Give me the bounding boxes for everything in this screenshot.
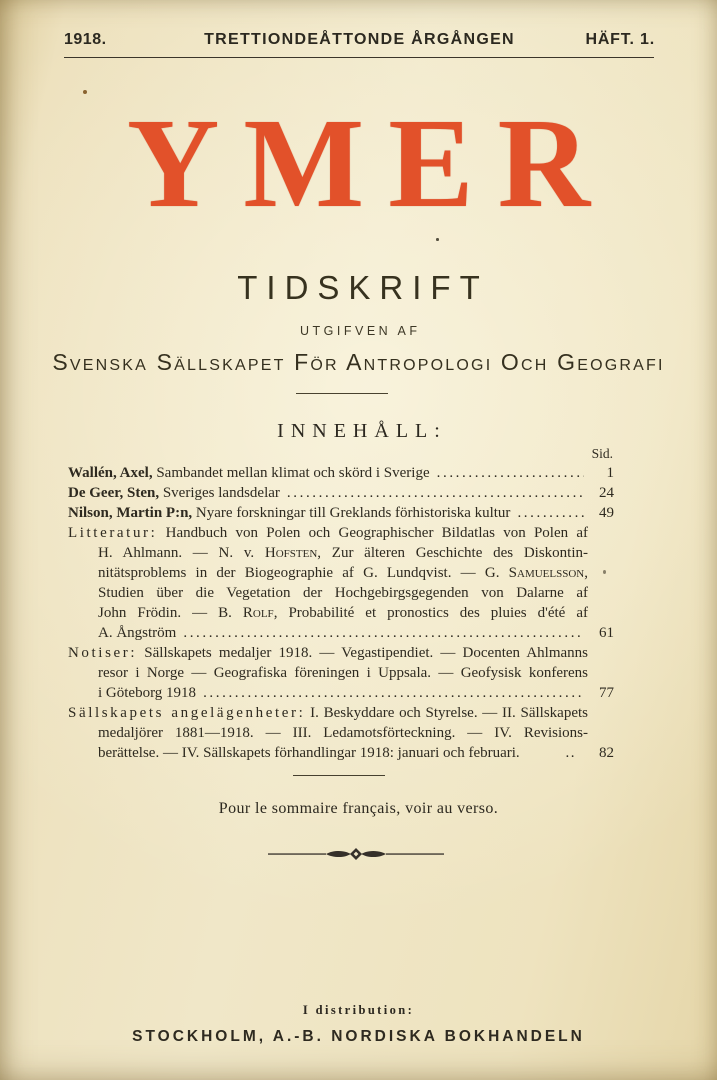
toc-text [68, 463, 430, 483]
paper-speck [436, 238, 439, 241]
toc-segment: Nilson, Martin P:n, [68, 505, 193, 522]
toc-line [68, 643, 614, 663]
volume-label: TRETTIONDEÅTTONDE ÅRGÅNGEN [204, 31, 515, 48]
toc-entries [68, 463, 614, 763]
toc-segment: Notiser: [68, 645, 138, 662]
toc-segment: Nyare forskningar till Greklands förhistoriska kultur [192, 505, 511, 522]
toc-page-number: 82 [599, 745, 614, 762]
toc-segment: nitätsproblems in der Biogeographie af G. Lundqvist. — G. [98, 565, 509, 582]
toc-page-number: 24 [599, 485, 614, 502]
toc-page-number: 77 [599, 685, 614, 702]
toc-leader-dots [517, 503, 584, 523]
toc-segment: I. Beskyddare och Styrelse. — II. Sällskapets [305, 705, 588, 722]
toc-text [68, 503, 510, 523]
toc-line [68, 723, 614, 743]
toc-line [68, 683, 614, 703]
toc-leader-dots [203, 683, 584, 703]
toc-page-number: 1 [606, 465, 614, 482]
toc-text [98, 723, 588, 743]
toc-line [68, 463, 614, 483]
header-rule [64, 57, 654, 58]
toc-segment: medaljörer 1881—1918. — III. Ledamotsförteckning. — IV. Revisions- [98, 725, 588, 742]
table-of-contents [68, 445, 614, 763]
imprint-block [0, 1003, 717, 1046]
toc-segment: , Zur älteren Geschichte des Diskontin- [317, 545, 588, 562]
toc-leader-short: .. [565, 745, 576, 762]
contents-divider-rule [293, 775, 385, 776]
toc-leader-dots [183, 623, 584, 643]
toc-text [98, 583, 588, 603]
flourish-icon [268, 847, 444, 861]
toc-text [98, 543, 588, 563]
toc-segment: A. Ångström [98, 625, 177, 642]
toc-line [68, 663, 614, 683]
toc-line [68, 563, 614, 583]
toc-segment: Samuelsson [508, 565, 585, 582]
toc-text [68, 483, 280, 503]
toc-segment: Sällskapets angelägenheter: [68, 705, 306, 722]
toc-segment: De Geer, Sten, [68, 485, 160, 502]
toc-text [68, 523, 588, 543]
toc-text [98, 663, 588, 683]
toc-text [68, 703, 588, 723]
toc-text [98, 563, 588, 583]
toc-leader-dots [287, 483, 584, 503]
masthead-header [0, 0, 717, 49]
published-by-label: UTGIFVEN AF [300, 323, 421, 338]
toc-segment: Litteratur: [68, 525, 158, 542]
distribution-label: I distribution: [302, 1003, 415, 1017]
toc-line [68, 743, 614, 763]
contents-heading: INNEHÅLL: [277, 420, 447, 443]
journal-title: YMER [126, 92, 615, 235]
toc-segment: Wallén, Axel, [68, 465, 153, 482]
toc-line [68, 543, 614, 563]
toc-line [68, 483, 614, 503]
toc-segment: John Frödin. — B. [98, 605, 243, 622]
toc-segment: Sveriges landsdelar [159, 485, 280, 502]
toc-line [68, 503, 614, 523]
toc-segment: berättelse. — IV. Sällskapets förhandlingar 1918: januari och februari. [98, 745, 520, 762]
toc-line [68, 603, 614, 623]
toc-segment: Studien über die Vegetation der Hochgebirgsgegenden von Dalarne af [98, 585, 588, 602]
toc-segment: Rolf [242, 605, 274, 622]
toc-segment: Hofsten [264, 545, 318, 562]
toc-text [98, 743, 520, 763]
page-column-label: Sid. [591, 446, 613, 462]
toc-segment: , [584, 565, 588, 582]
paper-speck [603, 570, 606, 574]
journal-subtitle: TIDSKRIFT [237, 268, 489, 306]
toc-line [68, 703, 614, 723]
toc-text [98, 683, 196, 703]
society-divider-rule [296, 393, 388, 394]
toc-segment: resor i Norge — Geografiska föreningen i Uppsala. — Geofysisk konferens [98, 665, 588, 682]
toc-segment: Sambandet mellan klimat och skörd i Sverige [152, 465, 430, 482]
toc-page-number: 61 [599, 625, 614, 642]
toc-line [68, 523, 614, 543]
toc-text [68, 643, 588, 663]
toc-line [68, 583, 614, 603]
toc-segment: Sällskapets medaljer 1918. — Vegastipendiet. — Docenten Ahlmanns [137, 645, 588, 662]
toc-line [68, 623, 614, 643]
toc-segment: i Göteborg 1918 [98, 685, 197, 702]
year-label: 1918. [64, 31, 107, 48]
issue-label: HÄFT. 1. [585, 31, 655, 48]
toc-segment: H. Ahlmann. — N. v. [98, 545, 265, 562]
paper-speck [83, 90, 87, 94]
french-summary-note: Pour le sommaire français, voir au verso. [218, 800, 499, 818]
toc-text [98, 603, 588, 623]
toc-segment: Handbuch von Polen och Geographischer Bildatlas von Polen af [157, 525, 588, 542]
society-name: Svenska Sällskapet För Antropologi Och Geografi [52, 349, 665, 376]
toc-page-number: 49 [599, 505, 614, 522]
toc-text [98, 623, 176, 643]
toc-leader-dots [437, 463, 584, 483]
distributor-name: STOCKHOLM, A.-B. NORDISKA BOKHANDELN [132, 1028, 585, 1045]
toc-segment: , Probabilité et pronostics des pluies d'été af [273, 605, 588, 622]
